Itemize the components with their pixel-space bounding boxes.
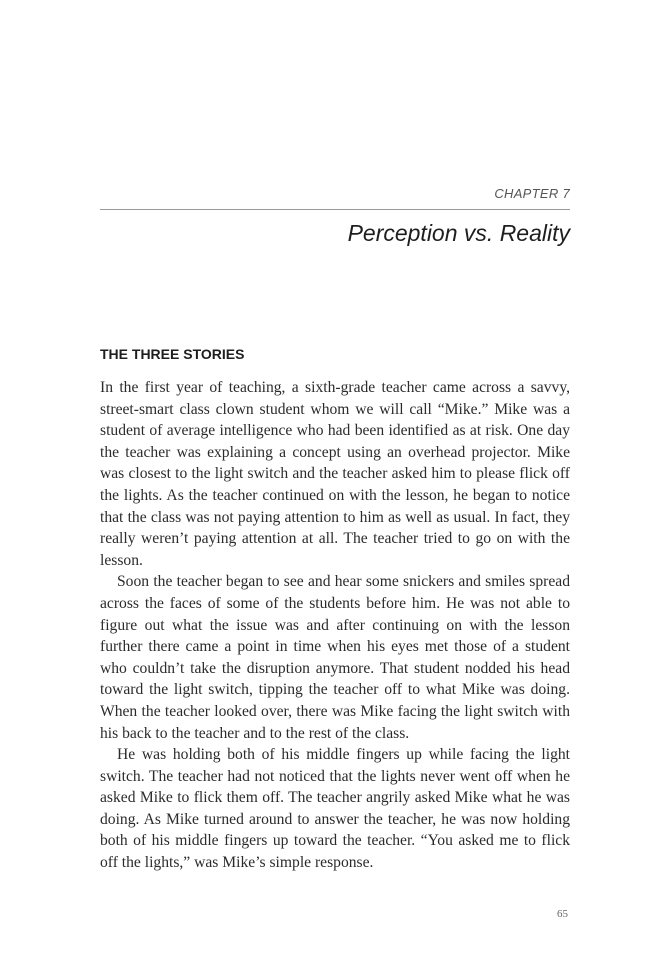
paragraph: In the first year of teaching, a sixth-grade teacher came across a savvy, street-smart class clown student whom we will call “Mike.” Mike was a student of average intelligence who had been identified as at risk. One day the teacher was explaining a concept using an overhead projector. Mike was closest to the light switch and the teacher asked him to please flick off the lights. As the teacher continued on with the lesson, he began to notice that the class was not paying attention to him as well as usual. In fact, they really weren’t paying attention at all. The teacher tried to go on with the lesson. (100, 379, 570, 569)
section-heading: THE THREE STORIES (100, 346, 245, 362)
paragraph: Soon the teacher began to see and hear some snickers and smiles spread across the faces of some of the students before him. He was not able to figure out what the issue was and after continuing on with the lesson further there came a point in time when his eyes met those of a student who couldn’t take the disruption anymore. That student nodded his head toward the light switch, tipping the teacher off to what Mike was doing. When the teacher looked over, there was Mike facing the light switch with his back to the teacher and to the rest of the class. (100, 573, 570, 742)
body-text (100, 377, 570, 874)
chapter-divider (100, 209, 570, 210)
chapter-title: Perception vs. Reality (347, 220, 570, 246)
chapter-label: CHAPTER 7 (494, 186, 570, 201)
paragraph: He was holding both of his middle fingers up while facing the light switch. The teacher had not noticed that the lights never went off when he asked Mike to flick them off. The teacher angrily asked Mike what he was doing. As Mike turned around to answer the teacher, he was now holding both of his middle fingers up toward the teacher. “You asked me to flick off the lights,” was Mike’s simple response. (100, 746, 570, 872)
page-number: 65 (557, 908, 568, 920)
